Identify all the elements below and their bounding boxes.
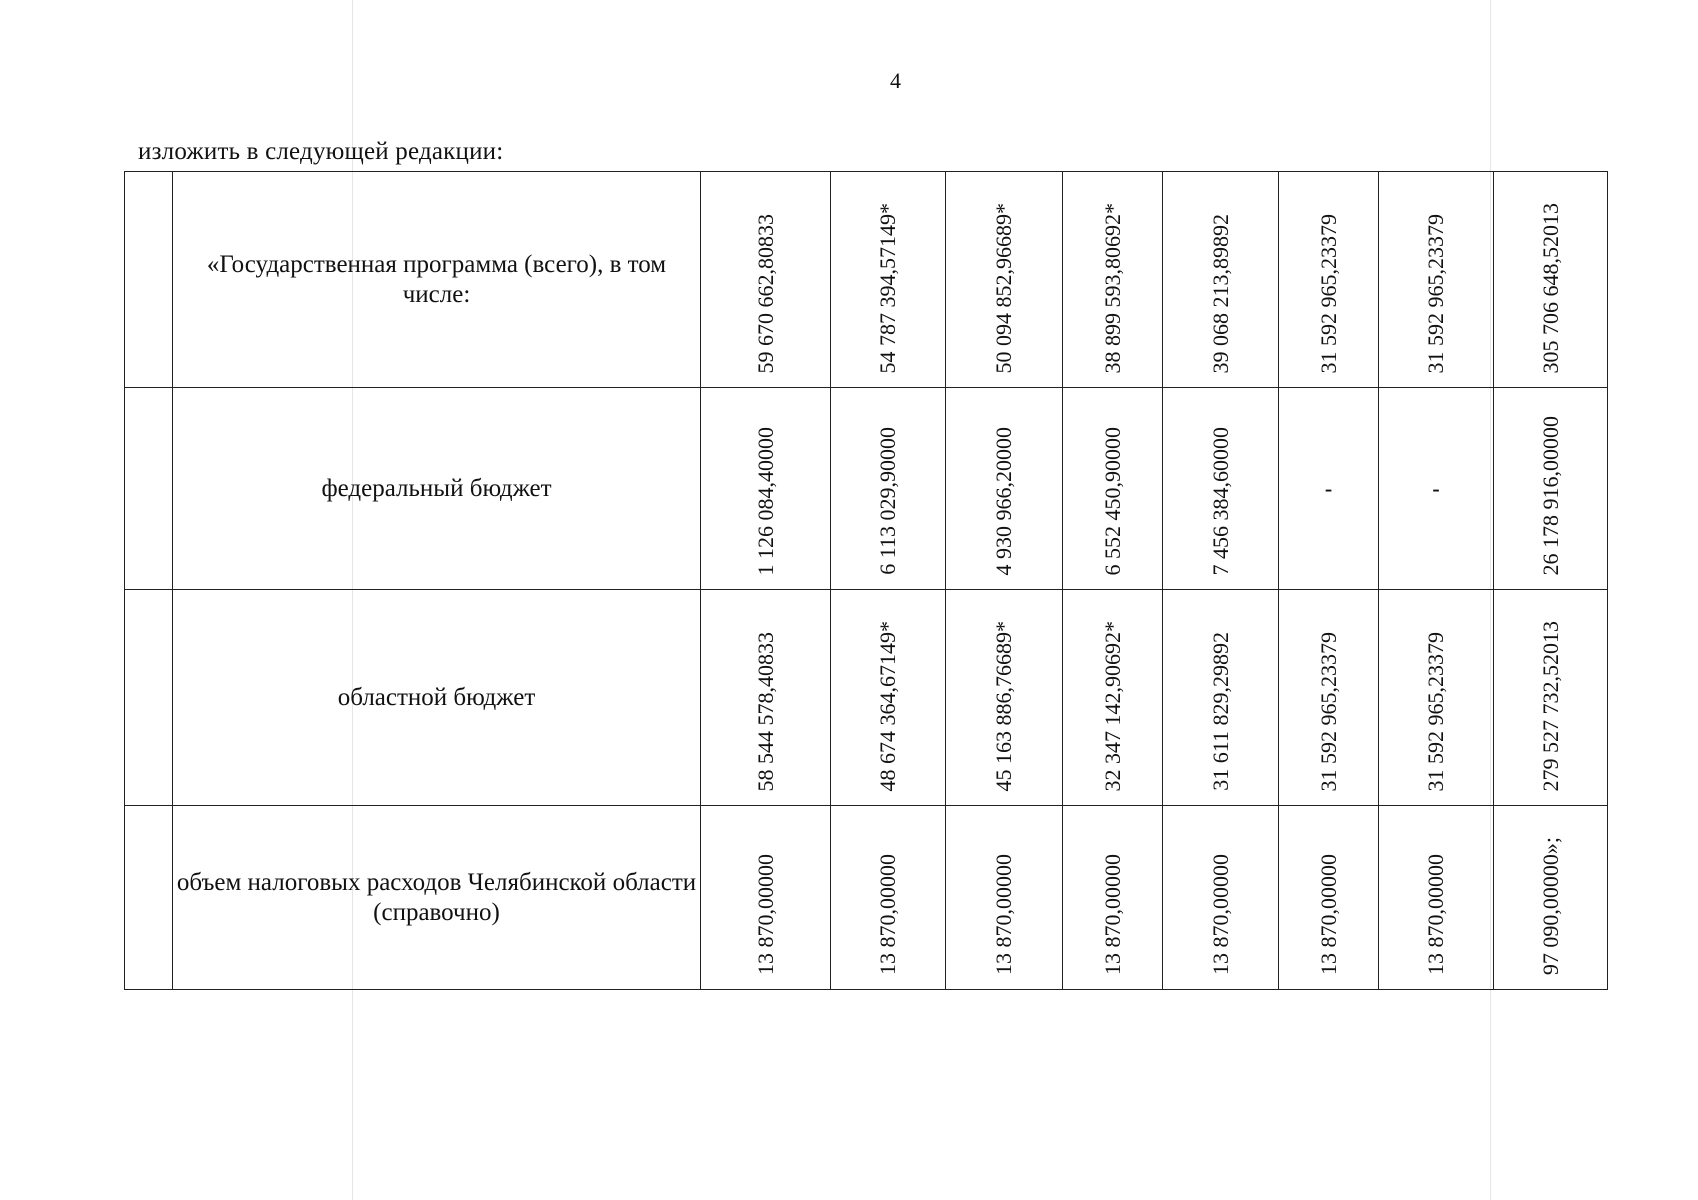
value-cell [1379, 590, 1494, 806]
value-cell [1379, 172, 1494, 388]
value-cell [946, 388, 1063, 590]
value-cell [1494, 590, 1608, 806]
value-text: 13 870,00000 [1423, 854, 1448, 975]
value-cell [1163, 806, 1279, 990]
row-number-cell [125, 806, 173, 990]
value-cell [1279, 590, 1379, 806]
value-text: 13 870,00000 [1207, 854, 1233, 975]
value-cell [701, 172, 831, 388]
value-text: 39 068 213,89892 [1207, 213, 1233, 373]
value-cell [831, 172, 946, 388]
value-text: 31 592 965,23379 [1423, 631, 1448, 791]
value-cell [1379, 388, 1494, 590]
table-row [125, 172, 1608, 388]
value-text: 13 870,00000 [1315, 854, 1341, 975]
value-text: 54 787 394,57149* [875, 202, 900, 373]
value-text: 38 899 593,80692* [1099, 202, 1125, 373]
value-text: 13 870,00000 [991, 854, 1016, 975]
value-text: 58 544 578,40833 [752, 631, 778, 791]
value-text: 32 347 142,90692* [1099, 620, 1125, 791]
value-cell [1063, 172, 1163, 388]
value-text: 31 592 965,23379 [1315, 213, 1341, 373]
intro-text: изложить в следующей редакции: [138, 138, 504, 165]
value-cell [831, 806, 946, 990]
value-text: 4 930 966,20000 [991, 426, 1016, 575]
value-text: 279 527 732,52013 [1537, 620, 1563, 791]
value-text: 305 706 648,52013 [1537, 202, 1563, 373]
value-text: 97 090,00000»; [1537, 836, 1563, 975]
value-cell [946, 806, 1063, 990]
value-cell [701, 388, 831, 590]
value-text: 13 870,00000 [752, 854, 778, 975]
value-cell [831, 388, 946, 590]
value-cell [701, 590, 831, 806]
value-cell [1494, 172, 1608, 388]
value-text: 31 592 965,23379 [1423, 213, 1448, 373]
value-cell [1063, 388, 1163, 590]
value-text: 6 552 450,90000 [1099, 426, 1125, 575]
page-number: 4 [890, 68, 901, 93]
table-row [125, 388, 1608, 590]
table-row [125, 590, 1608, 806]
value-cell [1163, 590, 1279, 806]
value-text: 45 163 886,76689* [991, 620, 1016, 791]
value-cell [1279, 172, 1379, 388]
value-cell [1063, 590, 1163, 806]
row-number-cell [125, 590, 173, 806]
value-cell [1494, 388, 1608, 590]
value-text: 50 094 852,96689* [991, 202, 1016, 373]
value-text: 31 611 829,29892 [1207, 632, 1233, 791]
value-cell [1163, 172, 1279, 388]
value-text: 59 670 662,80833 [752, 213, 778, 373]
row-label: областной бюджет [173, 590, 701, 806]
value-text: 13 870,00000 [875, 854, 900, 975]
value-text: 6 113 029,90000 [875, 427, 900, 575]
row-number-cell [125, 388, 173, 590]
row-label: федеральный бюджет [173, 388, 701, 590]
value-text: 7 456 384,60000 [1207, 426, 1233, 575]
row-label: объем налоговых расходов Челябинской области (справочно) [173, 806, 701, 990]
row-number-cell [125, 172, 173, 388]
budget-table [124, 171, 1608, 990]
value-text: 48 674 364,67149* [875, 620, 900, 791]
value-cell [946, 590, 1063, 806]
value-cell [946, 172, 1063, 388]
value-text: 26 178 916,00000 [1537, 415, 1563, 575]
value-cell [1163, 388, 1279, 590]
value-text: 13 870,00000 [1099, 854, 1125, 975]
row-label: «Государственная программа (всего), в том числе: [173, 172, 701, 388]
value-cell [1063, 806, 1163, 990]
value-text: - [1324, 475, 1333, 501]
budget-table-container [124, 171, 1608, 990]
value-cell [1494, 806, 1608, 990]
value-cell [831, 590, 946, 806]
value-text: - [1432, 475, 1440, 501]
value-cell [1279, 388, 1379, 590]
value-cell [1379, 806, 1494, 990]
value-cell [701, 806, 831, 990]
table-row [125, 806, 1608, 990]
value-cell [1279, 806, 1379, 990]
value-text: 31 592 965,23379 [1315, 631, 1341, 791]
value-text: 1 126 084,40000 [752, 426, 778, 575]
